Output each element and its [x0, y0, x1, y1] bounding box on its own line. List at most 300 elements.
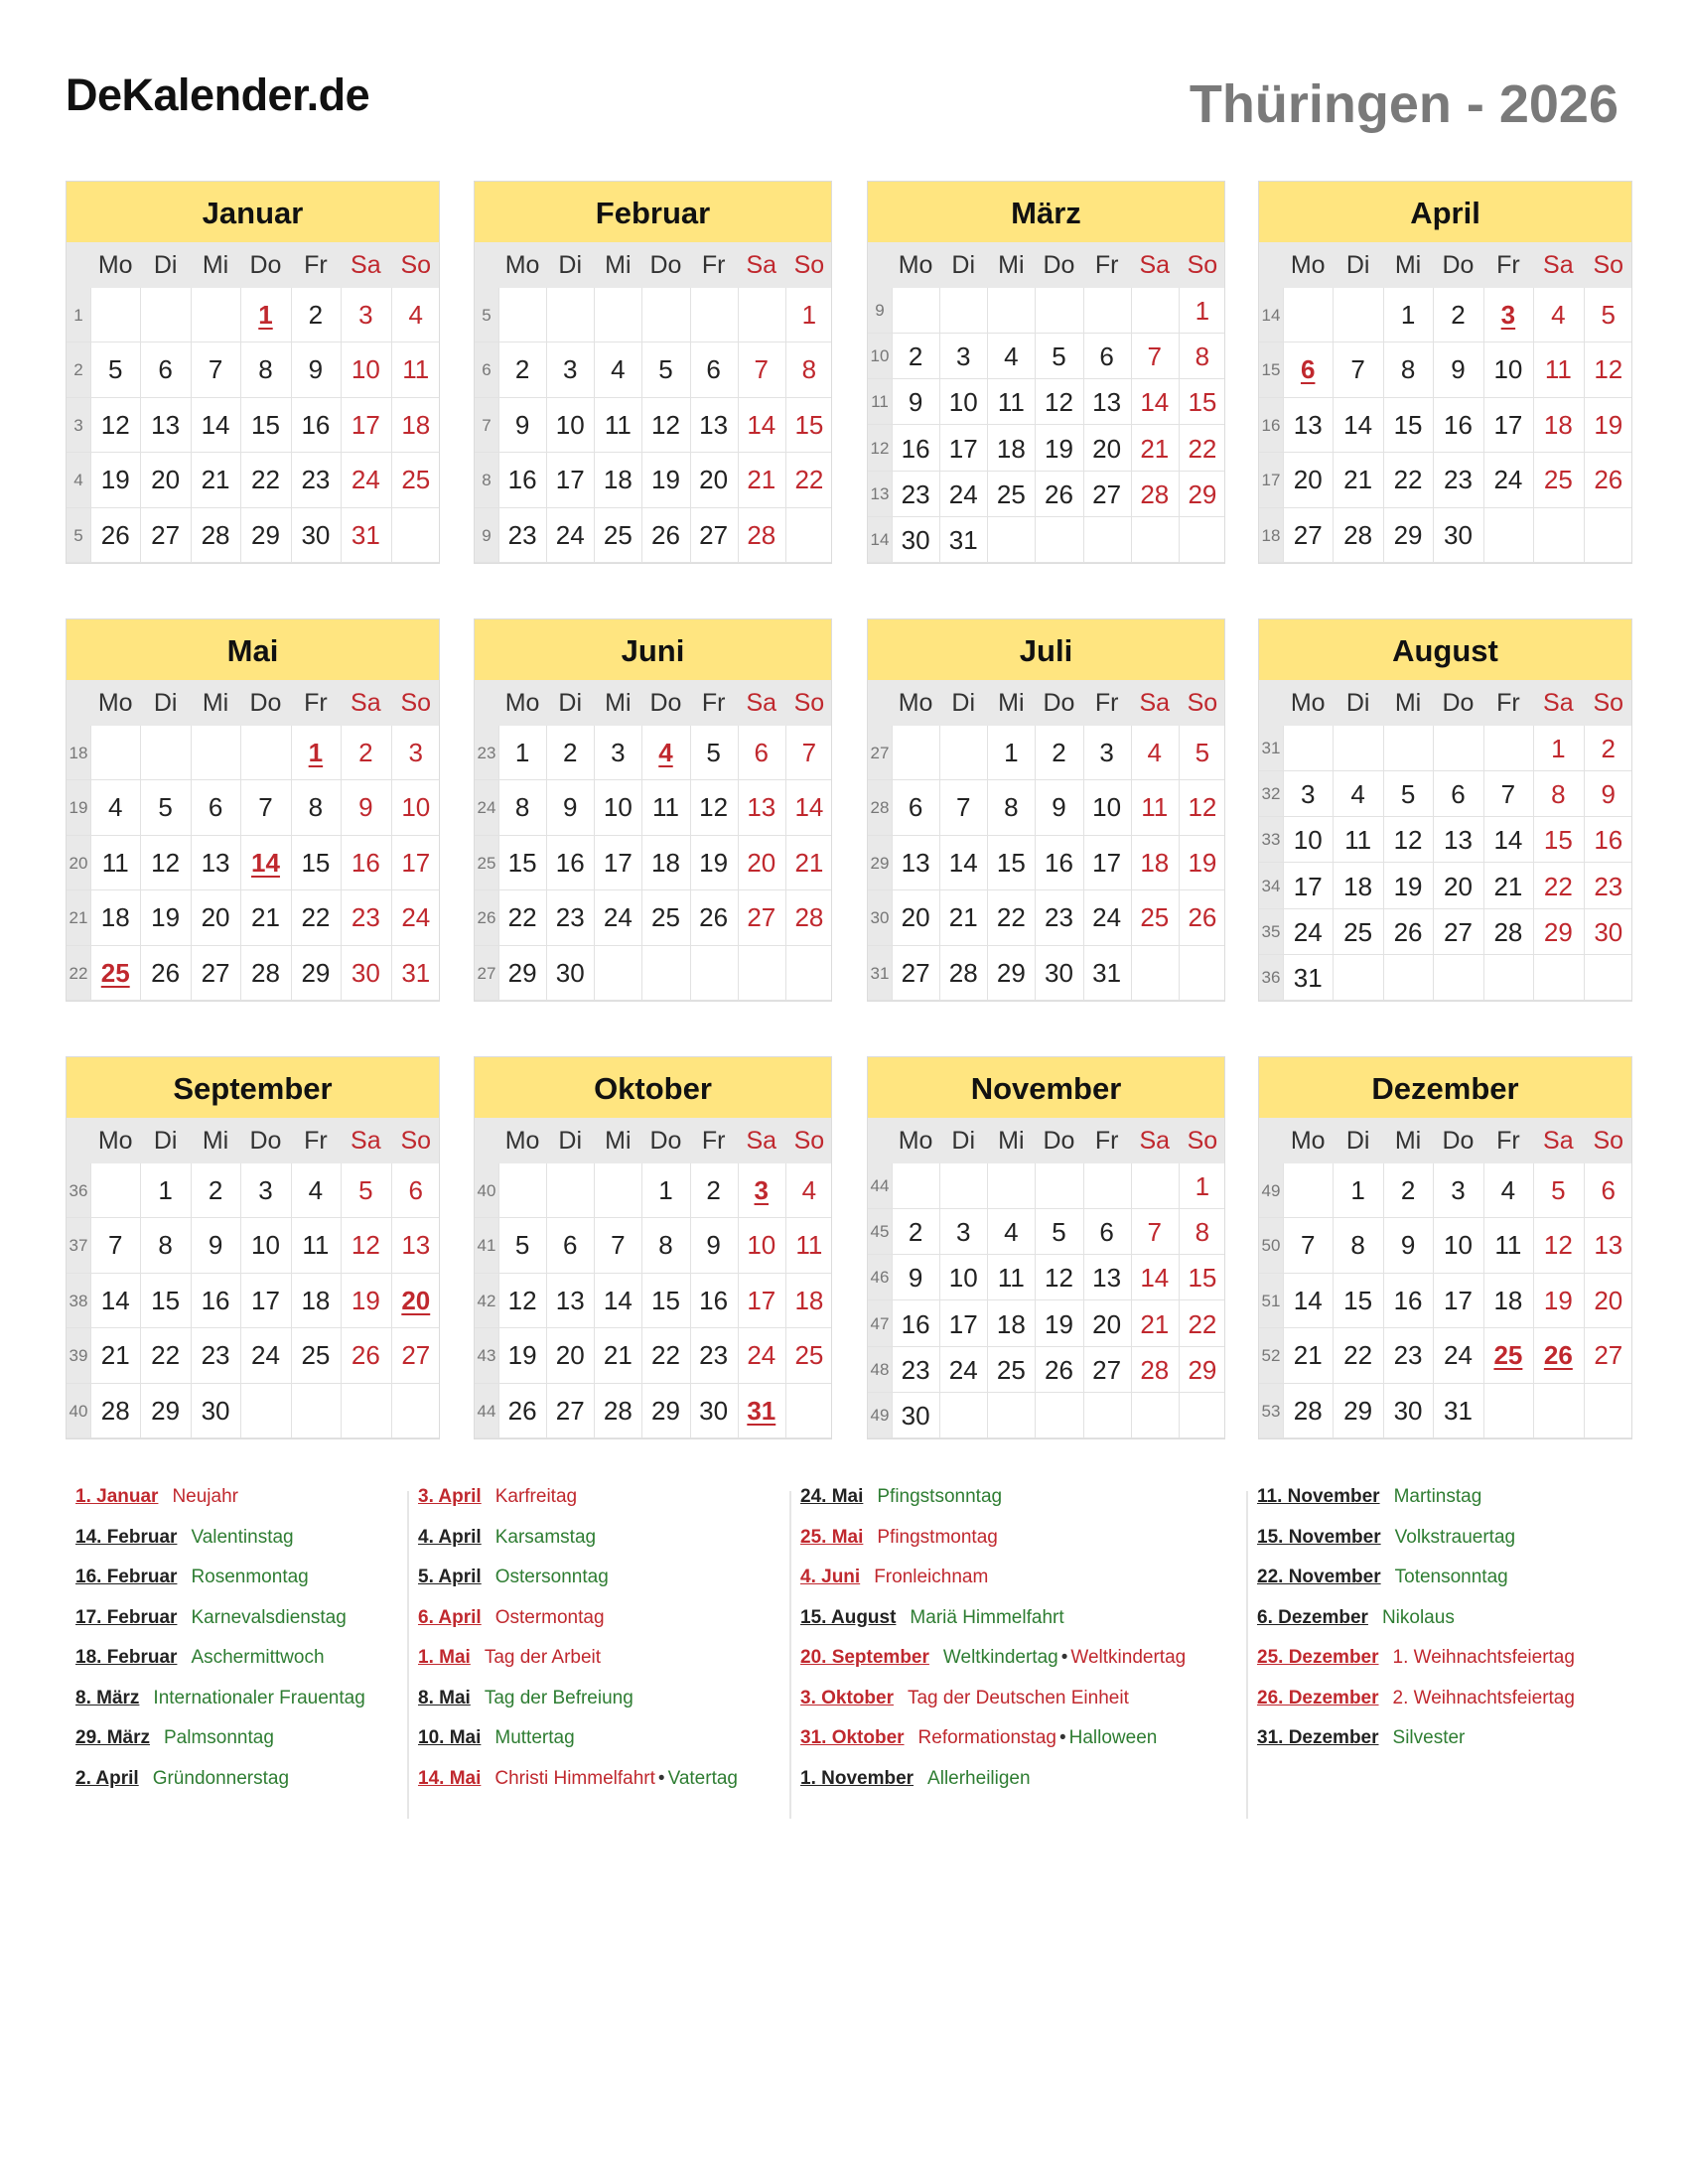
- day-cell: 27: [401, 1340, 431, 1371]
- month-name: August: [1259, 619, 1631, 680]
- day-cell: 26: [1393, 916, 1423, 947]
- month-days: [868, 726, 1224, 1001]
- weekday-label: Di: [1345, 1127, 1370, 1155]
- week-number: 50: [1261, 1236, 1281, 1256]
- weekday-label: Fr: [701, 689, 726, 717]
- day-cell: 30: [699, 1395, 729, 1426]
- weekday-label: Fr: [1496, 689, 1520, 717]
- day-cell: 17: [747, 1285, 776, 1315]
- holiday-date: 10. Mai: [418, 1727, 482, 1748]
- month-2: [474, 181, 832, 564]
- bullet-separator: •: [1058, 1727, 1066, 1748]
- week-number: 14: [870, 529, 890, 549]
- day-cell: 15: [1393, 409, 1423, 440]
- day-cell: 16: [555, 847, 585, 878]
- day-cell: 24: [1444, 1340, 1473, 1371]
- weekday-label: Mi: [202, 1127, 229, 1155]
- day-cell: 16: [901, 433, 930, 464]
- day-cell: 5: [1601, 300, 1616, 330]
- week-number: 6: [482, 360, 492, 380]
- day-cell: 22: [794, 465, 824, 495]
- day-cell: 20: [1594, 1285, 1623, 1315]
- holiday-date: 22. November: [1257, 1567, 1381, 1587]
- day-cell: 6: [706, 354, 721, 385]
- holiday-item: [800, 1759, 1186, 1800]
- day-cell: 26: [151, 957, 181, 988]
- day-cell: 9: [1052, 792, 1066, 823]
- weekday-header: [475, 680, 831, 726]
- holiday-date: 24. Mai: [800, 1486, 864, 1507]
- day-cell: 30: [555, 957, 585, 988]
- weekday-header: [868, 680, 1224, 726]
- day-cell: 31: [1444, 1395, 1473, 1426]
- day-cell: 9: [908, 1263, 923, 1294]
- day-cell: 30: [1045, 957, 1073, 988]
- day-cell: 9: [908, 387, 923, 418]
- day-cell: 5: [514, 1230, 530, 1261]
- weekday-label: Do: [649, 251, 682, 279]
- holiday-item: [800, 1518, 1186, 1559]
- day-cell: 12: [1393, 825, 1423, 856]
- day-cell: 5: [1052, 341, 1066, 372]
- week-number: 11: [871, 392, 889, 412]
- day-cell: 16: [1393, 1285, 1423, 1315]
- day-cell: 11: [1494, 1230, 1522, 1261]
- day-cell: 5: [706, 738, 721, 767]
- month-name: Januar: [67, 182, 439, 242]
- week-number: 19: [69, 798, 88, 818]
- day-cell: 5: [1195, 738, 1210, 767]
- day-cell: 19: [1188, 847, 1217, 878]
- weekday-label: Mo: [1290, 251, 1326, 279]
- day-cell: 10: [555, 409, 585, 440]
- day-cell: 30: [301, 519, 331, 550]
- holiday-item: [418, 1638, 738, 1679]
- weekday-label: Di: [1345, 689, 1370, 717]
- day-cell: 3: [408, 738, 423, 767]
- month-days: [475, 288, 831, 563]
- holiday-name: Karnevalsdienstag: [191, 1606, 347, 1628]
- week-number: 49: [1261, 1181, 1281, 1200]
- week-row: [868, 1163, 1224, 1209]
- day-cell: 7: [1350, 354, 1365, 385]
- day-cell: 24: [351, 465, 380, 495]
- week-number: 48: [870, 1359, 890, 1379]
- weekday-label: Mi: [1394, 1127, 1422, 1155]
- day-cell: 1: [1195, 1171, 1210, 1201]
- holiday-name: 1. Weihnachtsfeiertag: [1392, 1647, 1575, 1668]
- day-cell: 27: [747, 902, 776, 933]
- day-cell: 29: [1393, 519, 1423, 550]
- weekday-label: So: [1187, 689, 1218, 717]
- weekday-label: Mi: [998, 251, 1025, 279]
- weekday-label: Fr: [701, 251, 726, 279]
- day-cell: 15: [1188, 387, 1217, 418]
- day-cell: 3: [1451, 1175, 1466, 1205]
- holiday-item: [418, 1759, 738, 1800]
- weekday-label: Sa: [351, 1127, 381, 1155]
- weekday-label: Sa: [1543, 689, 1574, 717]
- month-days: [1259, 726, 1631, 1001]
- day-cell: 15: [1543, 825, 1573, 856]
- week-number: 9: [482, 525, 492, 545]
- day-cell: 1: [1400, 300, 1416, 330]
- day-cell: 2: [1601, 734, 1616, 763]
- holiday-name: Weltkindertag: [942, 1647, 1058, 1668]
- day-cell: 17: [555, 465, 585, 495]
- day-cell: 14: [1343, 409, 1373, 440]
- week-number: 15: [1261, 360, 1281, 380]
- column-divider: [407, 1491, 409, 1819]
- day-cell: 3: [1500, 300, 1516, 330]
- holiday-item: [1257, 1638, 1575, 1679]
- day-cell: 24: [1092, 902, 1122, 933]
- day-cell: 7: [1300, 1230, 1316, 1261]
- day-cell: 26: [507, 1395, 537, 1426]
- weekday-header: [67, 680, 439, 726]
- day-cell: 18: [651, 847, 680, 878]
- day-cell: 28: [1293, 1395, 1323, 1426]
- day-cell: 14: [1140, 387, 1170, 418]
- day-cell: 13: [901, 847, 930, 878]
- day-cell: 20: [201, 902, 230, 933]
- week-number: 5: [73, 525, 83, 545]
- holiday-name: Silvester: [1392, 1727, 1466, 1748]
- day-cell: 7: [1147, 341, 1162, 372]
- day-cell: 2: [1400, 1175, 1416, 1205]
- day-cell: 9: [1400, 1230, 1416, 1261]
- month-days: [67, 1163, 439, 1438]
- day-cell: 2: [1052, 738, 1066, 767]
- holiday-item: [1257, 1558, 1575, 1598]
- weekday-label: Mo: [898, 251, 933, 279]
- holiday-name: Gründonnerstag: [152, 1767, 290, 1789]
- month-name: Dezember: [1259, 1057, 1631, 1118]
- day-cell: 21: [100, 1340, 130, 1371]
- day-cell: 19: [651, 465, 680, 495]
- week-number: 27: [870, 744, 890, 762]
- day-cell: 22: [507, 902, 537, 933]
- day-cell: 1: [258, 300, 273, 330]
- day-cell: 22: [1188, 433, 1217, 464]
- day-cell: 9: [358, 792, 373, 823]
- holiday-name: Tag der Deutschen Einheit: [907, 1687, 1129, 1708]
- day-cell: 10: [401, 792, 431, 823]
- holiday-date: 1. Mai: [418, 1647, 471, 1668]
- day-cell: 23: [1393, 1340, 1423, 1371]
- day-cell: 4: [1147, 738, 1162, 767]
- day-cell: 20: [151, 465, 181, 495]
- day-cell: 4: [1500, 1175, 1516, 1205]
- weekday-label: Di: [153, 689, 178, 717]
- day-cell: 13: [1092, 387, 1122, 418]
- month-days: [868, 1163, 1224, 1438]
- week-number: 28: [870, 798, 890, 818]
- holiday-item: [75, 1638, 365, 1679]
- weekday-label: Fr: [1496, 1127, 1520, 1155]
- day-cell: 9: [308, 354, 324, 385]
- holiday-item: [418, 1679, 738, 1719]
- day-cell: 25: [100, 957, 130, 988]
- month-days: [475, 726, 831, 1001]
- holiday-date: 16. Februar: [75, 1567, 178, 1587]
- day-cell: 26: [1543, 1340, 1573, 1371]
- holiday-date: 25. Dezember: [1257, 1647, 1379, 1668]
- day-cell: 26: [651, 519, 680, 550]
- day-cell: 30: [1444, 519, 1473, 550]
- day-cell: 12: [1543, 1230, 1573, 1261]
- day-cell: 11: [997, 1263, 1025, 1294]
- weekday-label: Do: [1442, 689, 1475, 717]
- weekday-label: Di: [1345, 251, 1370, 279]
- day-cell: 21: [1343, 465, 1373, 495]
- weekday-label: Do: [249, 689, 282, 717]
- month-6: [474, 618, 832, 1002]
- day-cell: 4: [107, 792, 123, 823]
- day-cell: 18: [401, 409, 431, 440]
- day-cell: 11: [101, 847, 129, 878]
- day-cell: 22: [251, 465, 280, 495]
- week-number: 25: [477, 853, 496, 873]
- day-cell: 3: [611, 738, 626, 767]
- day-cell: 2: [308, 300, 324, 330]
- day-cell: 20: [1444, 871, 1473, 901]
- week-number: 21: [69, 908, 88, 928]
- day-cell: 28: [201, 519, 230, 550]
- day-cell: 5: [107, 354, 123, 385]
- holiday-date: 18. Februar: [75, 1647, 178, 1668]
- week-number: 42: [477, 1291, 496, 1310]
- day-cell: 19: [699, 847, 729, 878]
- weekday-label: Fr: [1094, 1127, 1119, 1155]
- day-cell: 13: [151, 409, 181, 440]
- weekday-label: Mi: [605, 251, 632, 279]
- day-cell: 15: [301, 847, 331, 878]
- weekday-label: So: [400, 251, 432, 279]
- day-cell: 22: [301, 902, 331, 933]
- day-cell: 18: [996, 433, 1026, 464]
- day-cell: 16: [1594, 825, 1623, 856]
- week-number: 17: [1261, 471, 1281, 490]
- day-cell: 18: [1543, 409, 1573, 440]
- holiday-name: Karfreitag: [494, 1486, 578, 1507]
- month-3: [867, 181, 1225, 564]
- day-cell: 25: [301, 1340, 331, 1371]
- day-cell: 1: [1195, 296, 1210, 326]
- day-cell: 1: [514, 738, 530, 767]
- day-cell: 16: [201, 1285, 230, 1315]
- day-cell: 2: [908, 1217, 923, 1248]
- week-number: 10: [870, 346, 890, 366]
- day-cell: 11: [1544, 354, 1572, 385]
- week-number: 16: [1261, 415, 1281, 435]
- week-number: 22: [69, 963, 88, 983]
- day-cell: 15: [1188, 1263, 1217, 1294]
- day-cell: 2: [514, 354, 530, 385]
- holiday-name: Volkstrauertag: [1394, 1526, 1516, 1548]
- day-cell: 3: [754, 1175, 769, 1205]
- day-cell: 28: [794, 902, 824, 933]
- weekday-label: Di: [153, 1127, 178, 1155]
- week-number: 37: [69, 1236, 88, 1256]
- week-number: 44: [477, 1401, 496, 1421]
- day-cell: 27: [1444, 916, 1473, 947]
- day-cell: 15: [794, 409, 824, 440]
- day-cell: 11: [795, 1230, 823, 1261]
- weekday-label: Mi: [998, 689, 1025, 717]
- holiday-item: [1257, 1679, 1575, 1719]
- day-cell: 7: [208, 354, 223, 385]
- day-cell: 8: [1400, 354, 1416, 385]
- holiday-date: 3. Oktober: [800, 1687, 894, 1708]
- weekday-label: Di: [951, 689, 976, 717]
- day-cell: 16: [901, 1308, 930, 1339]
- day-cell: 24: [603, 902, 633, 933]
- day-cell: 29: [1343, 1395, 1373, 1426]
- day-cell: 14: [201, 409, 230, 440]
- day-cell: 24: [251, 1340, 280, 1371]
- weekday-label: Do: [1442, 1127, 1475, 1155]
- weekday-label: Di: [951, 1127, 976, 1155]
- day-cell: 19: [151, 902, 181, 933]
- holiday-item: [75, 1558, 365, 1598]
- weekday-label: Sa: [1543, 251, 1574, 279]
- week-number: 18: [1261, 525, 1281, 545]
- day-cell: 2: [706, 1175, 721, 1205]
- week-number: 20: [69, 853, 88, 873]
- month-name: April: [1259, 182, 1631, 242]
- day-cell: 21: [603, 1340, 633, 1371]
- day-cell: 8: [1350, 1230, 1365, 1261]
- day-cell: 22: [651, 1340, 680, 1371]
- day-cell: 3: [562, 354, 578, 385]
- day-cell: 11: [402, 354, 430, 385]
- day-cell: 25: [1493, 1340, 1523, 1371]
- weekday-label: Do: [1043, 251, 1075, 279]
- week-number: 18: [69, 744, 88, 762]
- day-cell: 15: [1343, 1285, 1373, 1315]
- week-number: 40: [477, 1181, 496, 1200]
- holiday-item: [75, 1718, 365, 1759]
- month-days: [67, 288, 439, 563]
- day-cell: 2: [562, 738, 578, 767]
- holiday-date: 3. April: [418, 1486, 482, 1507]
- day-cell: 16: [351, 847, 380, 878]
- day-cell: 9: [706, 1230, 721, 1261]
- day-cell: 22: [1188, 1308, 1217, 1339]
- day-cell: 20: [901, 902, 930, 933]
- day-cell: 1: [158, 1175, 173, 1205]
- day-cell: 23: [699, 1340, 729, 1371]
- week-number: 49: [870, 1405, 890, 1425]
- day-cell: 21: [948, 902, 978, 933]
- holiday-item: [800, 1558, 1186, 1598]
- weekday-label: Mo: [504, 689, 540, 717]
- weekday-label: Do: [249, 251, 282, 279]
- day-cell: 5: [158, 792, 173, 823]
- day-cell: 27: [699, 519, 729, 550]
- month-7: [867, 618, 1225, 1002]
- day-cell: 24: [948, 478, 978, 509]
- month-5: [66, 618, 440, 1002]
- holiday-item: [418, 1477, 738, 1518]
- day-cell: 26: [100, 519, 130, 550]
- day-cell: 28: [603, 1395, 633, 1426]
- holiday-item: [75, 1759, 365, 1800]
- month-days: [475, 1163, 831, 1438]
- day-cell: 23: [901, 478, 930, 509]
- weekday-label: Mi: [998, 1127, 1025, 1155]
- weekday-label: Fr: [1094, 251, 1119, 279]
- day-cell: 18: [100, 902, 130, 933]
- day-cell: 20: [1293, 465, 1323, 495]
- holiday-name: Tag der Arbeit: [484, 1647, 602, 1668]
- day-cell: 20: [555, 1340, 585, 1371]
- day-cell: 1: [658, 1175, 673, 1205]
- day-cell: 6: [562, 1230, 578, 1261]
- day-cell: 15: [507, 847, 537, 878]
- weekday-header: [1259, 242, 1631, 288]
- day-cell: 14: [1493, 825, 1523, 856]
- holiday-name: Neujahr: [172, 1486, 238, 1507]
- week-number: 2: [73, 360, 83, 380]
- weekday-label: Sa: [746, 689, 777, 717]
- day-cell: 4: [1350, 779, 1365, 810]
- week-number: 44: [870, 1176, 890, 1195]
- day-cell: 25: [1543, 465, 1573, 495]
- day-cell: 11: [651, 792, 679, 823]
- day-cell: 13: [1293, 409, 1323, 440]
- day-cell: 25: [401, 465, 431, 495]
- day-cell: 29: [301, 957, 331, 988]
- weekday-label: Sa: [746, 1127, 777, 1155]
- weekday-label: So: [400, 689, 432, 717]
- week-number: 7: [482, 415, 492, 435]
- day-cell: 18: [603, 465, 633, 495]
- day-cell: 6: [1099, 341, 1114, 372]
- day-cell: 31: [401, 957, 431, 988]
- day-cell: 31: [1092, 957, 1122, 988]
- bullet-separator: •: [657, 1767, 665, 1789]
- holiday-date: 4. Juni: [800, 1567, 861, 1587]
- weekday-label: Mo: [97, 1127, 133, 1155]
- day-cell: 17: [1493, 409, 1523, 440]
- day-cell: 11: [302, 1230, 330, 1261]
- weekday-label: Do: [649, 689, 682, 717]
- day-cell: 28: [1140, 1354, 1170, 1385]
- day-cell: 3: [358, 300, 373, 330]
- holiday-item: [418, 1598, 738, 1639]
- weekday-label: Sa: [1139, 689, 1171, 717]
- month-9: [66, 1056, 440, 1439]
- holiday-date: 20. September: [800, 1647, 929, 1668]
- holiday-date: 17. Februar: [75, 1606, 178, 1628]
- weekday-label: Di: [558, 1127, 583, 1155]
- day-cell: 12: [351, 1230, 380, 1261]
- holiday-name: Vatertag: [667, 1767, 738, 1789]
- day-cell: 13: [747, 792, 776, 823]
- weekday-label: Fr: [1094, 689, 1119, 717]
- weekday-label: So: [793, 1127, 825, 1155]
- month-name: September: [67, 1057, 439, 1118]
- day-cell: 19: [1393, 871, 1423, 901]
- weekday-label: Mo: [898, 1127, 933, 1155]
- day-cell: 25: [1343, 916, 1373, 947]
- week-number: 26: [477, 908, 496, 928]
- month-name: März: [868, 182, 1224, 242]
- month-name: November: [868, 1057, 1224, 1118]
- holiday-date: 8. März: [75, 1687, 140, 1708]
